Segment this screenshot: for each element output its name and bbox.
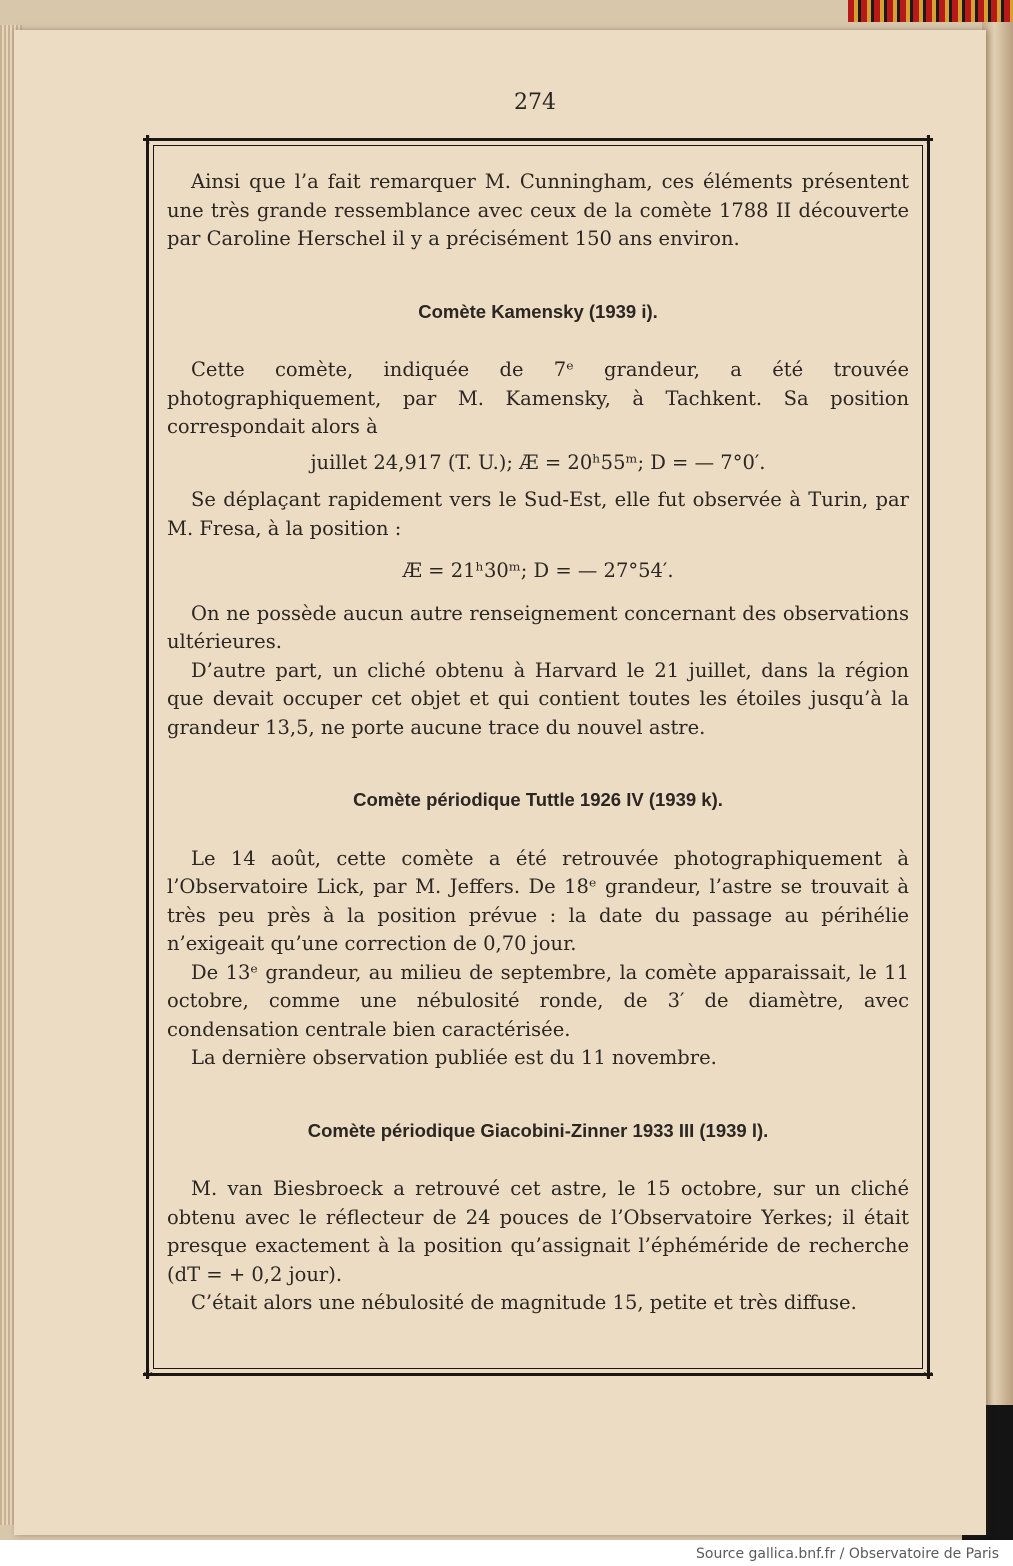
corner-ornament-icon: ✣ [142, 133, 154, 147]
corner-ornament-icon: ✣ [142, 1367, 154, 1381]
border-right-thin [922, 145, 923, 1369]
border-top-thin [153, 145, 923, 146]
paragraph: Le 14 août, cette comète a été retrouvée photographiquement à l’Observatoire Lick, par M. Jeffers. De 18ᵉ grandeur, l’astre se trouvait à très peu près à la position prévue : la date du passage au périhélie n’exigeait qu’une correction de 0,70 jour. [167, 846, 909, 955]
book-right-edge [982, 20, 1013, 1540]
border-left-thick [146, 135, 149, 1379]
bookmark-ribbon [848, 0, 1013, 22]
border-bottom-thick [143, 1373, 933, 1376]
border-bottom-thin [153, 1368, 923, 1369]
intro-paragraph: Ainsi que l’a fait remarquer M. Cunningham, ces éléments présentent une très grande ressemblance avec ceux de la comète 1788 II découverte par Caroline Herschel il y a précisément 150 ans environ. [167, 170, 909, 250]
paragraph: De 13ᵉ grandeur, au milieu de septembre, la comète apparaissait, le 11 octobre, comme une nébulosité ronde, de 3′ de diamètre, avec condensation centrale bien caractérisée. [167, 960, 909, 1041]
section-title-tuttle: Comète périodique Tuttle 1926 IV (1939 k). [353, 789, 723, 810]
source-credit: Source gallica.bnf.fr / Observatoire de Paris [696, 1546, 999, 1562]
border-right-thick [927, 135, 930, 1379]
paragraph: La dernière observation publiée est du 11 novembre. [191, 1046, 717, 1069]
paragraph: Se déplaçant rapidement vers le Sud-Est, elle fut observée à Turin, par M. Fresa, à la position : [167, 488, 909, 540]
position-formula: juillet 24,917 (T. U.); Æ = 20ʰ55ᵐ; D = — 7°0′. [310, 450, 766, 474]
section-title-giacobini-zinner: Comète périodique Giacobini-Zinner 1933 III (1939 l). [307, 1119, 769, 1141]
paragraph: On ne possède aucun autre renseignement concernant des observations ultérieures. [167, 601, 909, 653]
corner-ornament-icon: ✣ [922, 1367, 934, 1381]
paragraph: D’autre part, un cliché obtenu à Harvard le 21 juillet, dans la région que devait occuper cet objet et qui contient toutes les étoiles jusqu’à la grandeur 13,5, ne porte aucune trace du nouvel astre. [167, 658, 909, 739]
page-number: 274 [514, 90, 556, 115]
paragraph: Cette comète, indiquée de 7ᵉ grandeur, a été trouvée photographiquement, par M. Kamensky, à Tachkent. Sa position correspondait alors à [167, 358, 909, 438]
border-left-thin [153, 145, 154, 1369]
paragraph: C’était alors une nébulosité de magnitude 15, petite et très diffuse. [191, 1291, 857, 1314]
section-title-kamensky: Comète Kamensky (1939 i). [418, 300, 658, 322]
corner-ornament-icon: ✣ [922, 133, 934, 147]
paragraph: M. van Biesbroeck a retrouvé cet astre, le 15 octobre, sur un cliché obtenu avec le réflecteur de 24 pouces de l’Observatoire Yerkes; il était presque exactement à la position qu’assignait l’éphéméride de recherche (dT = + 0,2 jour). [167, 1177, 909, 1286]
page-body [167, 168, 909, 1318]
border-top-thick [143, 138, 933, 141]
position-formula: Æ = 21ʰ30ᵐ; D = — 27°54′. [402, 559, 674, 582]
